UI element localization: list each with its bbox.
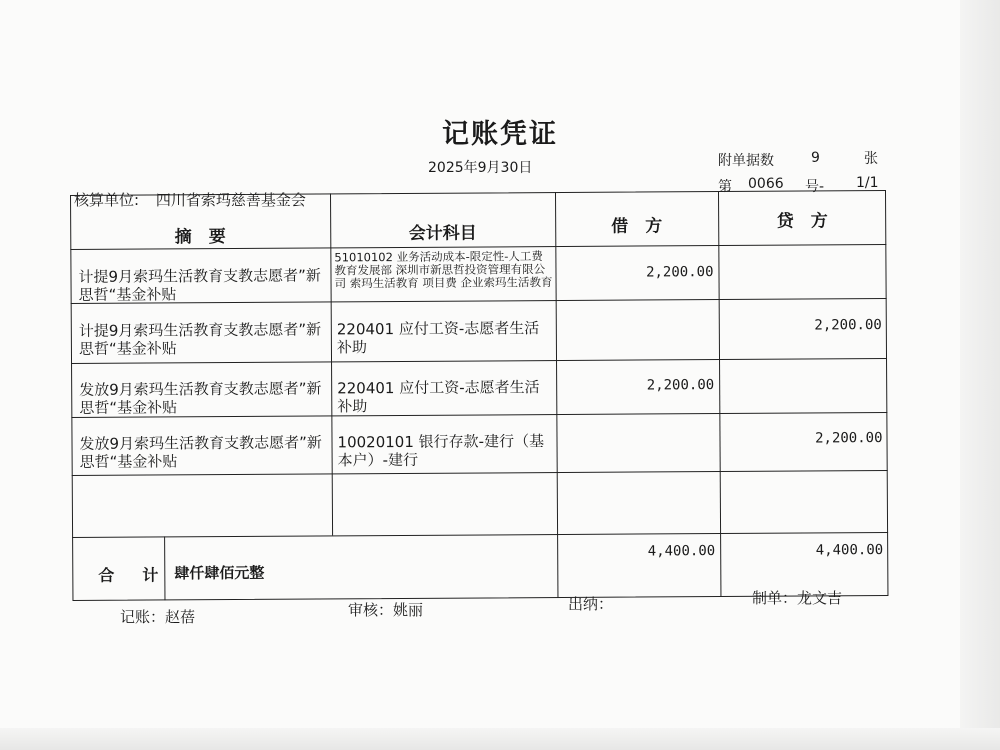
- scan-edge-bottom: [0, 728, 1000, 750]
- row2-account: 220401 应付工资-志愿者生活补助: [336, 319, 540, 357]
- total-credit: 4,400.00: [815, 542, 884, 559]
- accounting-unit-label: 核算单位:: [74, 191, 140, 209]
- voucher-no-number: 0066: [748, 176, 784, 192]
- attachments-label: 附单据数: [718, 153, 774, 169]
- total-debit: 4,400.00: [647, 543, 716, 560]
- attachments-unit: 张: [864, 151, 878, 167]
- header-credit: 贷 方: [776, 211, 828, 232]
- preparer-signature: 制单：龙文吉: [752, 589, 843, 607]
- voucher-table: [70, 190, 888, 601]
- row1-debit: 2,200.00: [645, 264, 714, 281]
- voucher-title: 记账凭证: [442, 119, 558, 150]
- reviewer-signature: 审核：姚丽: [348, 601, 424, 619]
- bookkeeper-signature: 记账：赵蓓: [120, 608, 196, 626]
- row1-summary: 计提9月索玛生活教育支教志愿者”新思哲“基金补贴: [78, 266, 321, 304]
- voucher-page-count: 1/1: [856, 175, 879, 191]
- row2-summary: 计提9月索玛生活教育支教志愿者”新思哲“基金补贴: [78, 320, 322, 358]
- header-debit: 借 方: [611, 216, 663, 237]
- attachments-count: 9: [811, 150, 820, 166]
- header-account: 会计科目: [408, 223, 477, 244]
- voucher-date: 2025年9月30日: [428, 160, 533, 176]
- row4-summary: 发放9月索玛生活教育支教志愿者”新思哲“基金补贴: [79, 433, 322, 471]
- row4-credit: 2,200.00: [815, 430, 883, 447]
- total-label: 合 计: [98, 565, 165, 585]
- voucher-no-prefix: 第: [718, 179, 732, 195]
- row2-credit: 2,200.00: [814, 317, 882, 334]
- accounting-unit-value: 四川省索玛慈善基金会: [155, 191, 306, 209]
- row3-summary: 发放9月索玛生活教育支教志愿者”新思哲“基金补贴: [79, 379, 322, 417]
- row3-account: 220401 应付工资-志愿者生活补助: [337, 378, 540, 416]
- row1-account: 51010102 业务活动成本-限定性-人工费 教育发展部 深圳市新思哲投资管理有限公司 索玛生活教育 项目费 企业索玛生活教育: [334, 249, 553, 291]
- total-in-words: 肆仟肆佰元整: [174, 563, 265, 583]
- row3-debit: 2,200.00: [646, 377, 715, 394]
- voucher-no-suffix: 号-: [805, 179, 825, 195]
- header-summary: 摘 要: [174, 227, 226, 248]
- cashier-signature: 出纳：: [568, 595, 614, 613]
- row4-account: 10020101 银行存款-建行（基本户）-建行: [337, 432, 545, 470]
